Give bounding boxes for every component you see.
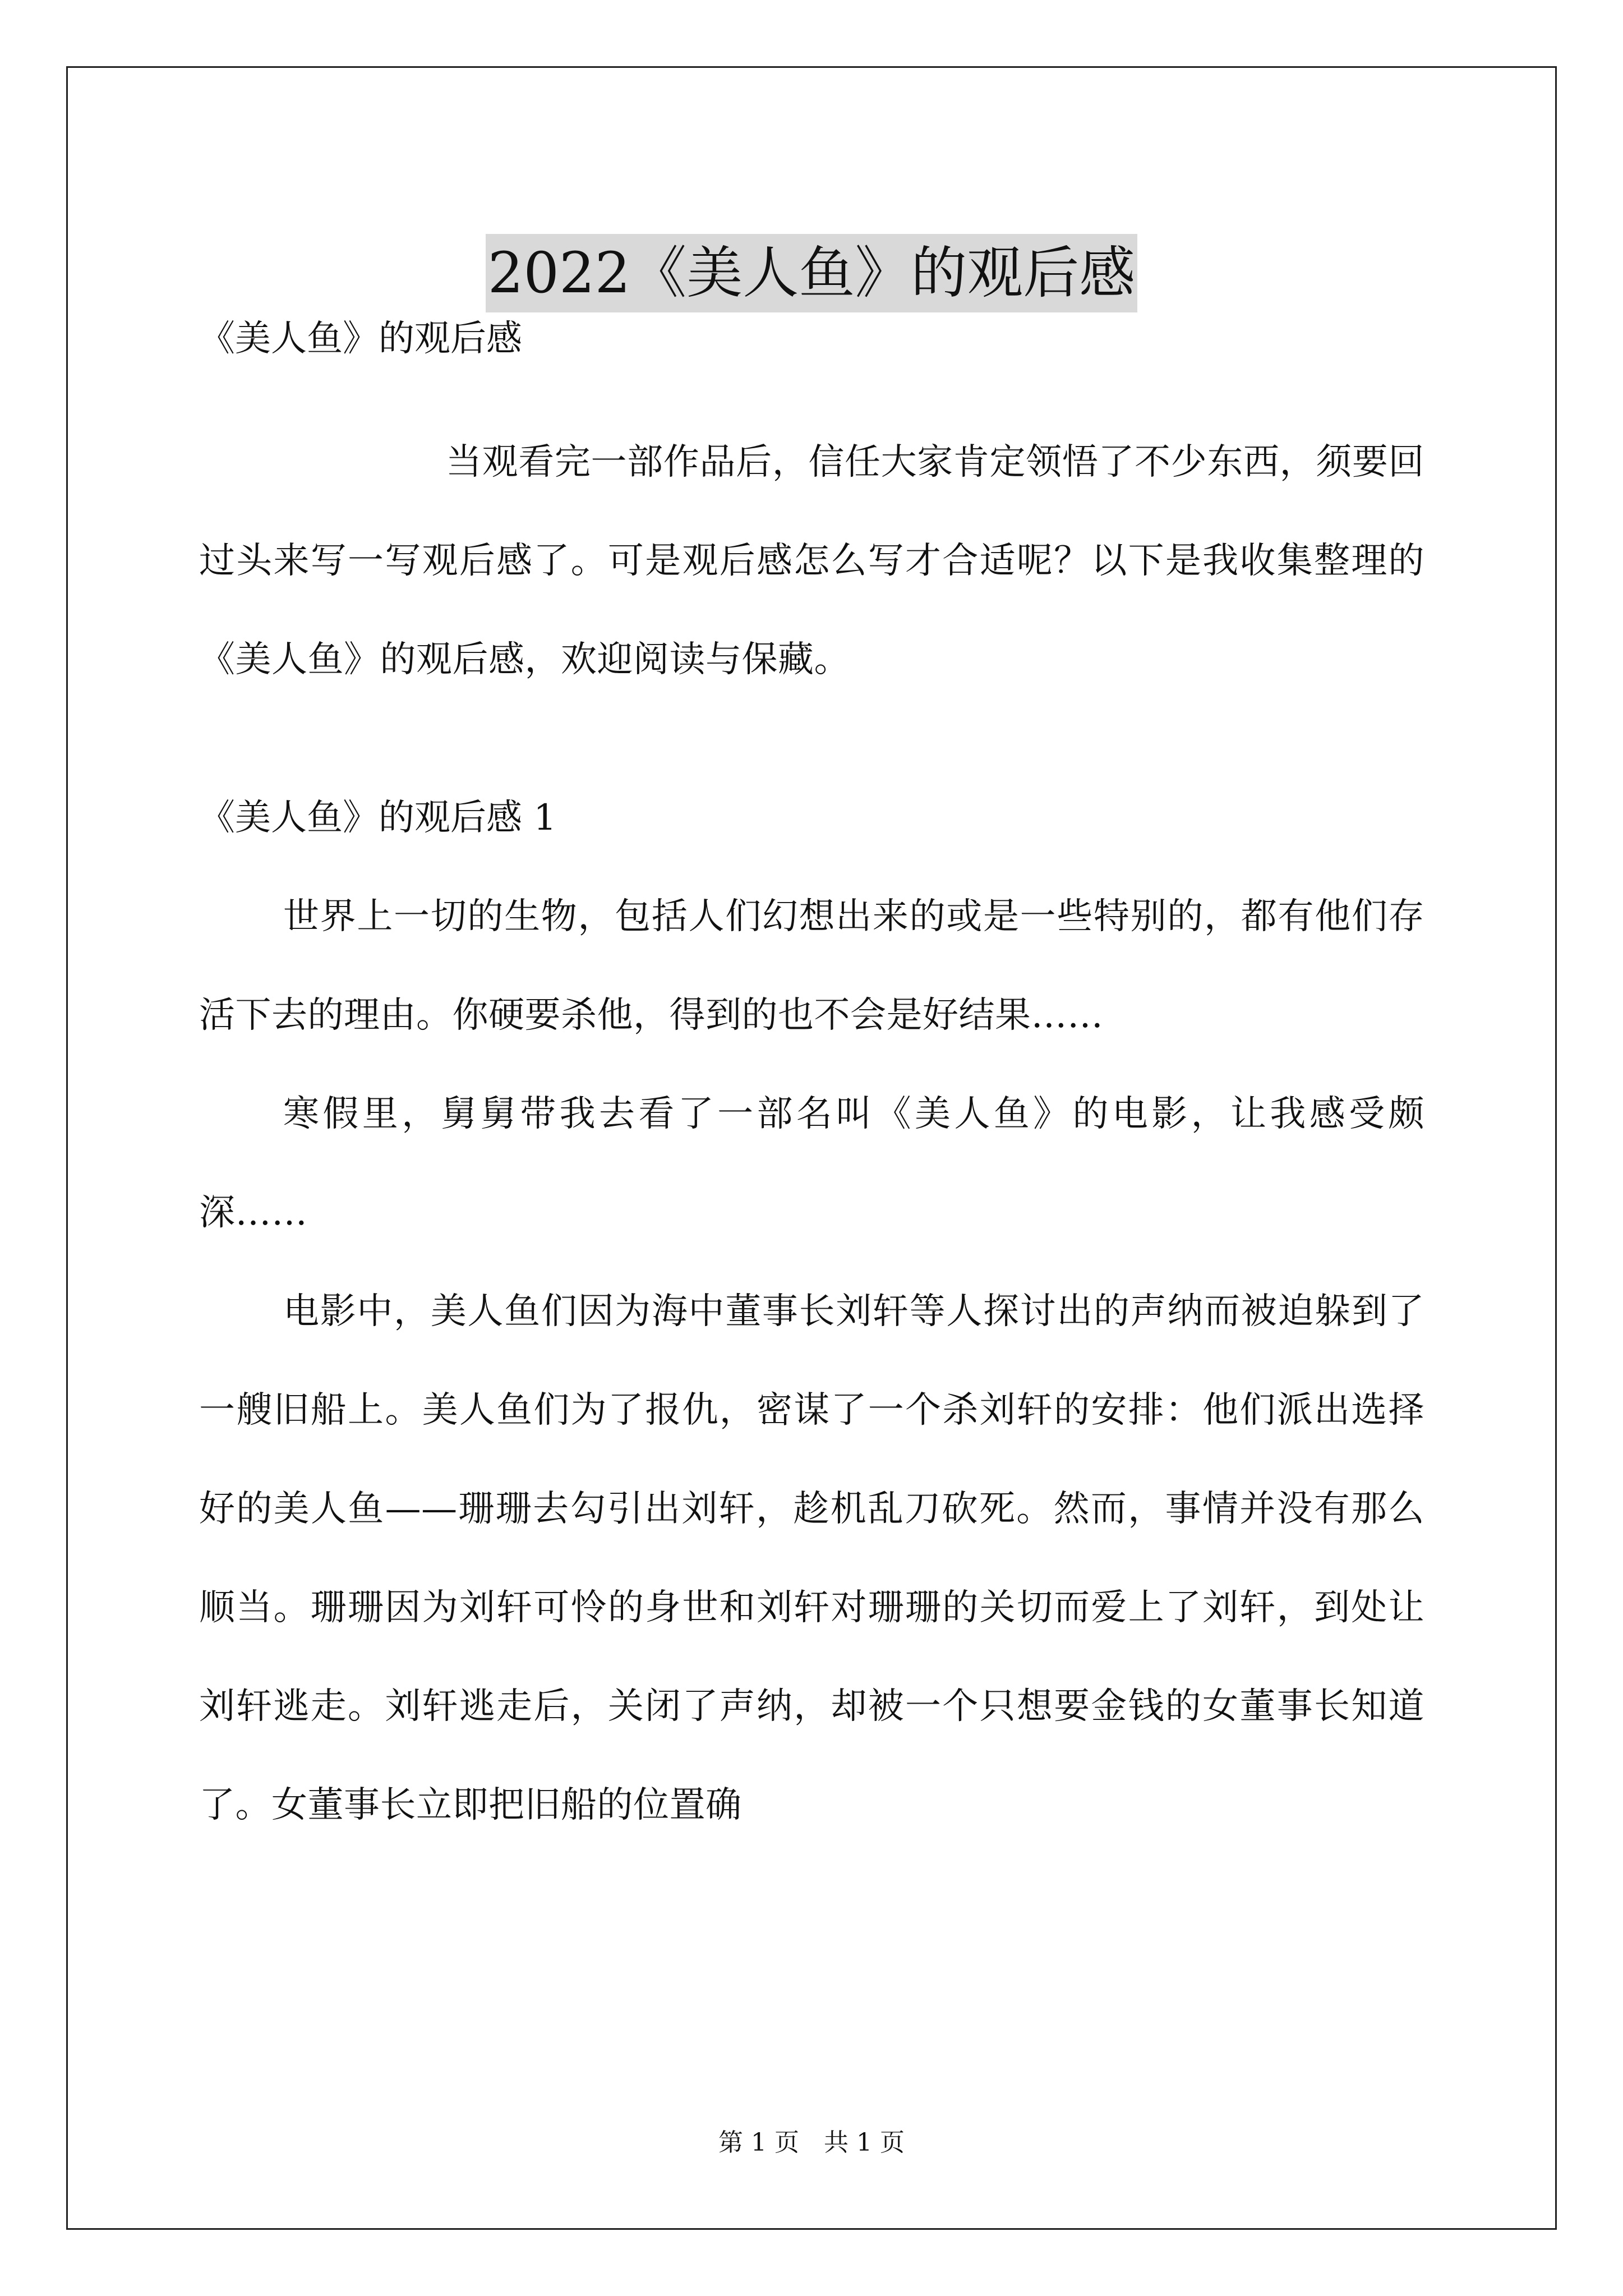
page-footer [0,2126,1623,2160]
spacer [199,843,1424,867]
spacer [199,364,1424,413]
body-paragraph: 电影中，美人鱼们因为海中董事长刘轩等人探讨出的声纳而被迫躲到了一艘旧船上。美人鱼们为了报仇，密谋了一个杀刘轩的安排：他们派出选择好的美人鱼——珊珊去勾引出刘轩，趁机乱刀砍死。然而，事情并没有那么顺当。珊珊因为刘轩可怜的身世和刘轩对珊珊的关切而爱上了刘轩，到处让刘轩逃走。刘轩逃走后，关闭了声纳，却被一个只想要金钱的女董事长知道了。女董事长立即把旧船的位置确 [199,1291,1424,1826]
subtitle: 《美人鱼》的观后感 [199,318,522,360]
document-body [199,314,1424,1855]
body-paragraph: 寒假里，舅舅带我去看了一部名叫《美人鱼》的电影，让我感受颇深…… [199,1093,1424,1234]
spacer [199,709,1424,793]
page-number: 第 1 页 共 1 页 [718,2128,905,2157]
section-heading: 《美人鱼》的观后感 1 [199,797,557,839]
document-title: 2022《美人鱼》的观后感 [486,234,1138,312]
intro-paragraph: 当观看完一部作品后，信任大家肯定领悟了不少东西，须要回过头来写一写观后感了。可是观后感怎么写才合适呢？以下是我收集整理的《美人鱼》的观后感，欢迎阅读与保藏。 [199,441,1424,680]
body-paragraph: 世界上一切的生物，包括人们幻想出来的或是一些特别的，都有他们存活下去的理由。你硬要杀他，得到的也不会是好结果…… [199,896,1424,1036]
